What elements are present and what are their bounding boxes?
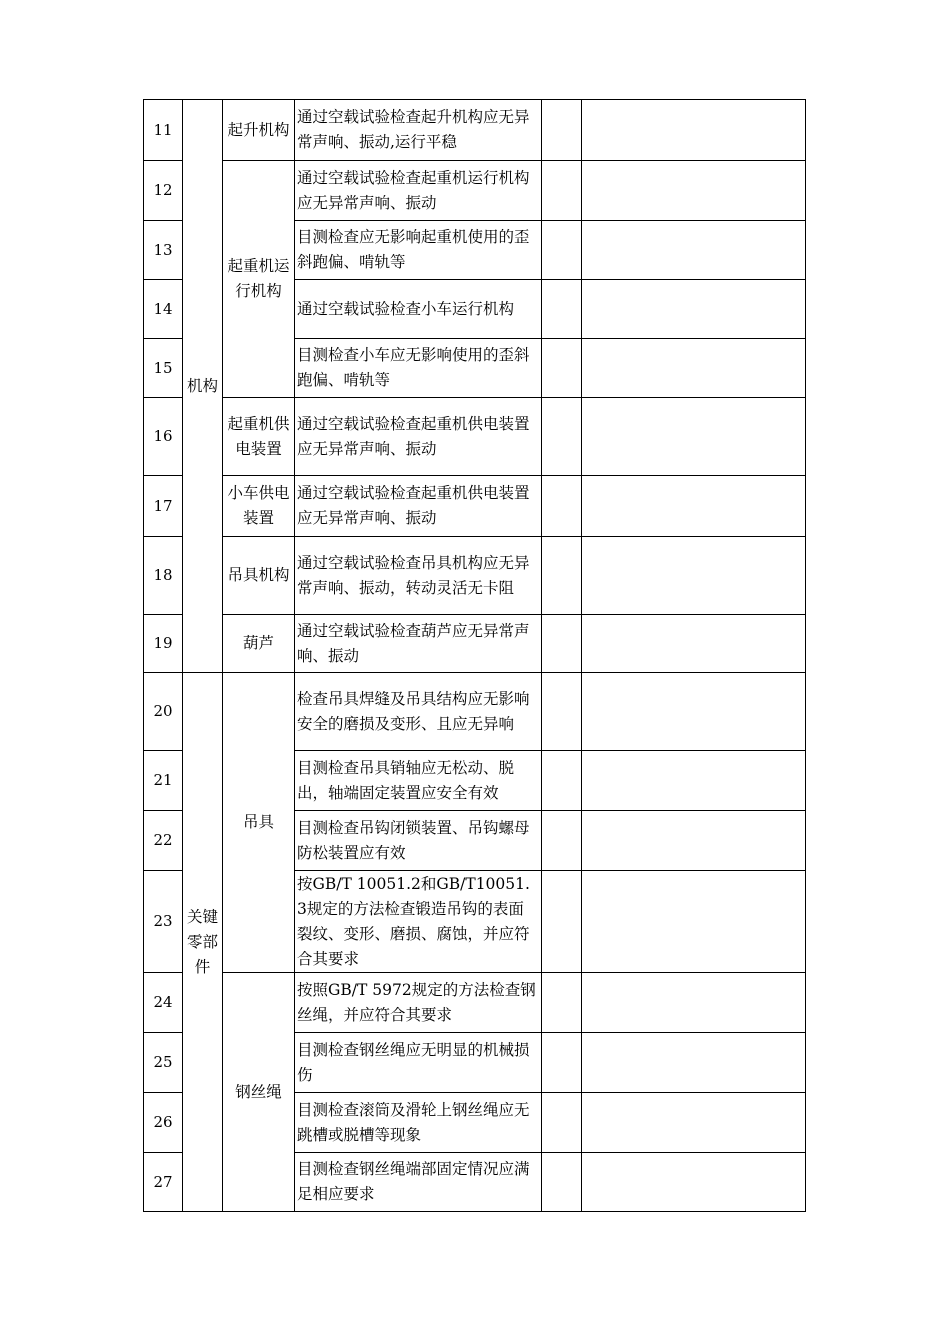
table-row (144, 537, 806, 615)
subgroup-cell-trolley-power: 小车供电装置 (223, 476, 295, 537)
inspection-description: 通过空载试验检查起升机构应无异常声响、振动,运行平稳 (295, 100, 542, 161)
table-row (144, 100, 806, 161)
inspection-description: 目测检查钢丝绳应无明显的机械损伤 (295, 1033, 542, 1093)
row-number: 17 (144, 476, 183, 537)
row-number: 14 (144, 280, 183, 339)
result-cell (542, 161, 582, 221)
remark-cell (582, 973, 806, 1033)
remark-cell (582, 1093, 806, 1153)
inspection-description: 目测检查小车应无影响使用的歪斜跑偏、啃轨等 (295, 339, 542, 398)
row-number: 12 (144, 161, 183, 221)
inspection-description: 通过空载试验检查起重机供电装置应无异常声响、振动 (295, 398, 542, 476)
inspection-table (143, 99, 806, 1212)
row-number: 11 (144, 100, 183, 161)
row-number: 18 (144, 537, 183, 615)
remark-cell (582, 615, 806, 673)
inspection-description: 目测检查滚筒及滑轮上钢丝绳应无跳槽或脱槽等现象 (295, 1093, 542, 1153)
remark-cell (582, 811, 806, 871)
row-number: 26 (144, 1093, 183, 1153)
remark-cell (582, 1153, 806, 1212)
table-row (144, 476, 806, 537)
subgroup-cell-crane-power: 起重机供电装置 (223, 398, 295, 476)
inspection-description: 按GB/T 10051.2和GB/T10051.3规定的方法检查锻造吊钩的表面裂纹、变形、磨损、腐蚀，并应符合其要求 (295, 871, 542, 973)
result-cell (542, 871, 582, 973)
result-cell (542, 1153, 582, 1212)
group-cell-mechanism: 机构 (183, 100, 223, 673)
inspection-description: 检查吊具焊缝及吊具结构应无影响安全的磨损及变形、且应无异响 (295, 673, 542, 751)
result-cell (542, 280, 582, 339)
row-number: 21 (144, 751, 183, 811)
table-row (144, 615, 806, 673)
inspection-description: 通过空载试验检查起重机运行机构应无异常声响、振动 (295, 161, 542, 221)
inspection-description: 通过空载试验检查吊具机构应无异常声响、振动，转动灵活无卡阻 (295, 537, 542, 615)
result-cell (542, 537, 582, 615)
result-cell (542, 221, 582, 280)
result-cell (542, 1033, 582, 1093)
remark-cell (582, 537, 806, 615)
table-row (144, 673, 806, 751)
row-number: 16 (144, 398, 183, 476)
remark-cell (582, 751, 806, 811)
subgroup-cell-spreader: 吊具 (223, 673, 295, 973)
row-number: 13 (144, 221, 183, 280)
remark-cell (582, 673, 806, 751)
result-cell (542, 673, 582, 751)
result-cell (542, 811, 582, 871)
inspection-description: 目测检查吊钩闭锁装置、吊钩螺母防松装置应有效 (295, 811, 542, 871)
result-cell (542, 615, 582, 673)
subgroup-cell-hoist: 起升机构 (223, 100, 295, 161)
result-cell (542, 339, 582, 398)
inspection-description: 通过空载试验检查小车运行机构 (295, 280, 542, 339)
row-number: 23 (144, 871, 183, 973)
row-number: 15 (144, 339, 183, 398)
table-row (144, 973, 806, 1033)
inspection-description: 目测检查吊具销轴应无松动、脱出，轴端固定装置应安全有效 (295, 751, 542, 811)
row-number: 25 (144, 1033, 183, 1093)
result-cell (542, 751, 582, 811)
inspection-description: 通过空载试验检查起重机供电装置应无异常声响、振动 (295, 476, 542, 537)
inspection-description: 目测检查钢丝绳端部固定情况应满足相应要求 (295, 1153, 542, 1212)
row-number: 24 (144, 973, 183, 1033)
remark-cell (582, 871, 806, 973)
subgroup-cell-crane-travel: 起重机运行机构 (223, 161, 295, 398)
subgroup-cell-spreader-mech: 吊具机构 (223, 537, 295, 615)
result-cell (542, 1093, 582, 1153)
result-cell (542, 398, 582, 476)
result-cell (542, 973, 582, 1033)
inspection-description: 通过空载试验检查葫芦应无异常声响、振动 (295, 615, 542, 673)
inspection-description: 目测检查应无影响起重机使用的歪斜跑偏、啃轨等 (295, 221, 542, 280)
remark-cell (582, 1033, 806, 1093)
remark-cell (582, 100, 806, 161)
result-cell (542, 476, 582, 537)
result-cell (542, 100, 582, 161)
inspection-description: 按照GB/T 5972规定的方法检查钢丝绳，并应符合其要求 (295, 973, 542, 1033)
row-number: 22 (144, 811, 183, 871)
table-row (144, 398, 806, 476)
remark-cell (582, 161, 806, 221)
row-number: 27 (144, 1153, 183, 1212)
remark-cell (582, 476, 806, 537)
group-cell-key-parts: 关键零部件 (183, 673, 223, 1212)
remark-cell (582, 221, 806, 280)
row-number: 19 (144, 615, 183, 673)
row-number: 20 (144, 673, 183, 751)
remark-cell (582, 280, 806, 339)
table-row (144, 161, 806, 221)
remark-cell (582, 339, 806, 398)
subgroup-cell-wire-rope: 钢丝绳 (223, 973, 295, 1212)
remark-cell (582, 398, 806, 476)
subgroup-cell-hoist-block: 葫芦 (223, 615, 295, 673)
